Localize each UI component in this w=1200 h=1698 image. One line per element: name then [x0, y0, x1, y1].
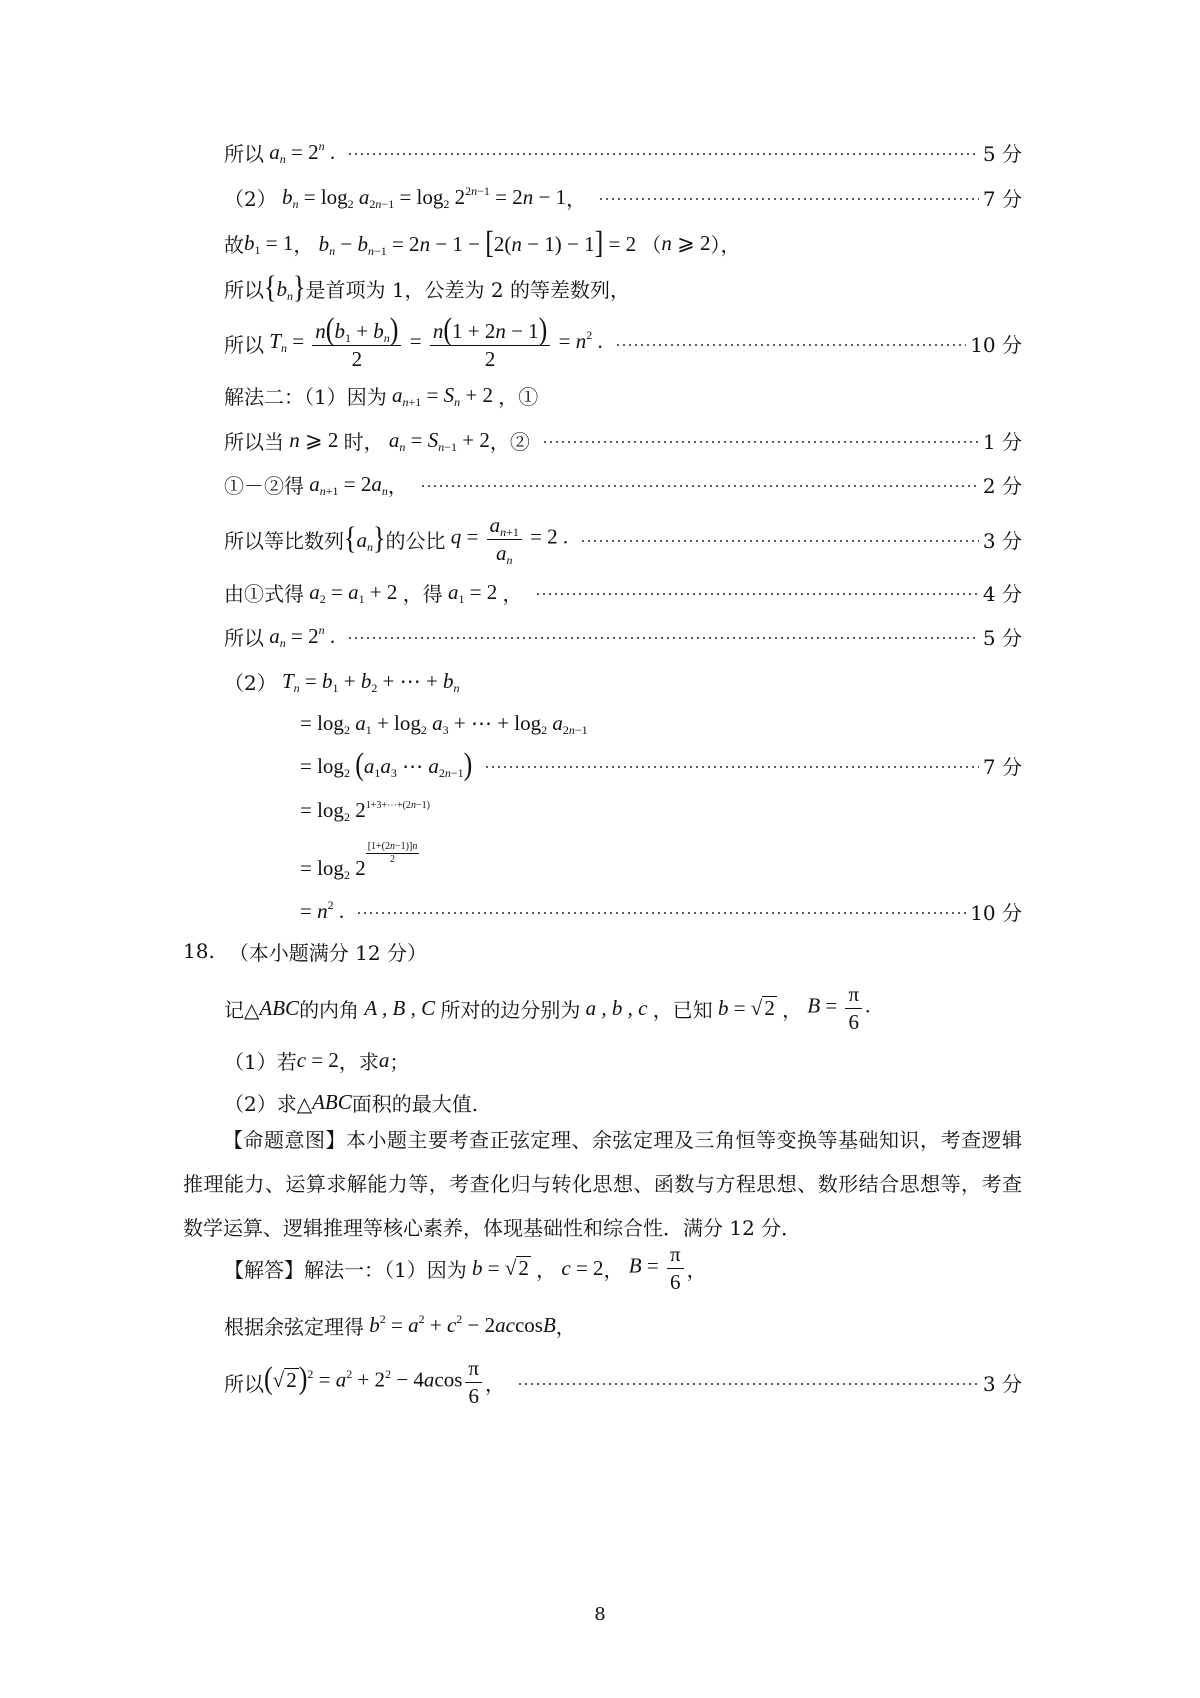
line-text: 所以: [224, 141, 264, 166]
formula: $b_n = \log_2 a_{2n-1} = \log_2 2^{2n-1} = 2n - 1$: [281, 183, 567, 211]
line-text: 所以: [224, 1371, 264, 1396]
formula: ABC: [259, 995, 300, 1020]
solution-line-12: [224, 664, 1022, 698]
leader-dots: [580, 540, 979, 542]
line-text: ；: [389, 1049, 410, 1074]
solution-line-2: [224, 180, 1022, 214]
score-label: 5 分: [982, 141, 1022, 166]
leader-dots: [542, 441, 979, 443]
problem-part-2: [224, 1085, 1022, 1119]
score-label: 10 分: [970, 332, 1022, 357]
page-number: 8: [594, 1604, 606, 1625]
solution-line-17: [300, 894, 1022, 928]
formula: $\{b_n\}$: [264, 270, 306, 305]
formula: $a_{n+1} = 2a_n$: [309, 471, 388, 498]
line-text: 的内角: [299, 997, 360, 1022]
line-text: ，求: [338, 1049, 379, 1074]
line-text: ，: [555, 1314, 576, 1339]
problem-number: 18.: [183, 939, 215, 963]
formula: n ⩾ 2: [289, 427, 344, 452]
leader-dots: [347, 637, 979, 639]
line-text: ，: [387, 473, 408, 498]
solution-line-6: [224, 378, 1022, 412]
formula: = $\log_2 2$ $\frac{[1+(2n-1)]n}{2}$: [300, 840, 418, 882]
part-label: （2）: [224, 670, 277, 695]
solution-line-3: [224, 226, 1022, 260]
leader-dots: [420, 485, 979, 487]
leader-dots: [347, 153, 979, 155]
line-text: ），: [710, 232, 741, 257]
separator: ，: [566, 186, 587, 211]
solution-line-8: [224, 467, 1022, 501]
line-text: 时，: [343, 429, 384, 454]
leader-dots: [517, 1383, 979, 1385]
line-text: ①－②得: [224, 473, 304, 498]
leader-dots: [356, 912, 966, 914]
line-text: 所以: [224, 332, 264, 357]
line-text: ，①: [498, 384, 539, 409]
line-text: （2）求△: [224, 1091, 313, 1116]
formula: = $\log_2 a_1 + \log_2 a_3$ + ⋯ + $\log_2 a_{2n-1}$: [300, 710, 588, 737]
formula: ABC: [312, 1089, 352, 1114]
solution-line-last: [224, 1352, 1022, 1412]
solution-line-11: [224, 619, 1022, 653]
score-label: 4 分: [982, 581, 1022, 606]
line-text: ，: [485, 1371, 506, 1396]
formula: $a_{n+1} = S_n + 2$: [391, 382, 499, 409]
line-text: ，: [293, 232, 314, 257]
cosine-law-line: [224, 1308, 1022, 1342]
line-text: ，得: [402, 581, 443, 606]
score-label: 5 分: [982, 625, 1022, 650]
formula: = $n^2$ .: [300, 897, 345, 923]
line-text: 所以: [224, 625, 264, 650]
line-text: 是首项为 1，公差为 2 的等差数列，: [305, 277, 630, 302]
problem-statement: [224, 980, 1022, 1036]
formula: $a_n = 2^n$ .: [269, 138, 336, 166]
intent-paragraph: 【命题意图】本小题主要考查正弦定理、余弦定理及三角恒等变换等基础知识，考查逻辑推理能力、运算求解能力等，考查化归与转化思想、函数与方程思想、数形结合思想等，考查数学运算、逻辑推理等核心素养，体现基础性和综合性．满分 12 分．: [183, 1128, 1022, 1240]
formula: $a_2 = a_1 + 2$: [309, 579, 403, 606]
formula: $\{a_n\}$: [344, 521, 386, 556]
problem-18-header: [183, 934, 1022, 968]
problem-title: （本小题满分 12 分）: [228, 940, 427, 965]
formula: n ⩾ 2: [661, 230, 711, 255]
line-text: ，: [686, 1257, 707, 1282]
formula: $b^2 = a^2 + c^2 - 2accosB$: [369, 1311, 556, 1337]
formula: $T_n$ = $\frac{n(b_1 + b_n)}{2}$ = $\frac{n(1 + 2n - 1)}{2}$ = $n^2$ .: [269, 311, 603, 372]
line-text: 所以当: [224, 429, 284, 454]
solution-line-7: [224, 423, 1022, 457]
formula: $a_n = 2^n$ .: [269, 622, 336, 650]
line-text: ，: [502, 581, 523, 606]
score-label: 7 分: [982, 754, 1022, 779]
formula: $b_1 = 1$: [244, 230, 294, 257]
formula: B = $\frac{\pi}{6}$: [624, 1243, 687, 1292]
formula: = $\log_2 (a_1a_3$ ⋯ $a_{2n-1}$): [300, 747, 473, 782]
score-label: 2 分: [982, 473, 1022, 498]
line-text: ，: [603, 1257, 624, 1282]
score-label: 3 分: [982, 1371, 1022, 1396]
line-text: （1）若: [224, 1049, 297, 1074]
formula: = $\log_2 2^{1+3+\cdots+(2n-1)}$: [300, 797, 430, 824]
line-text: 所以等比数列: [224, 528, 344, 553]
leader-dots: [484, 766, 979, 768]
leader-dots: [598, 198, 979, 200]
formula: $a_1 = 2$: [447, 579, 503, 606]
formula: b = √ 2: [717, 995, 775, 1020]
formula: $T_n = b_1 + b_2$ + ⋯ + $b_n$: [281, 668, 460, 695]
solution-line-13: [300, 706, 1022, 740]
formula: a: [378, 1047, 390, 1072]
answer-line: [224, 1240, 1022, 1296]
line-text: 记△: [224, 997, 260, 1022]
solution-line-16: [300, 840, 1022, 890]
line-text: 根据余弦定理得: [224, 1314, 364, 1339]
line-text: 解法二：（1）因为: [224, 384, 387, 409]
line-text: ，: [782, 997, 803, 1022]
line-text: 由①式得: [224, 581, 304, 606]
solution-line-9: [224, 508, 1022, 570]
formula: a , b , c: [580, 995, 653, 1020]
problem-part-1: [224, 1043, 1022, 1077]
line-text: 的公比: [385, 528, 446, 553]
formula: q = $\frac{a_{n+1}}{a_n}$ = 2 .: [450, 513, 569, 567]
solution-line-15: [300, 793, 1022, 827]
formula: c = 2: [296, 1047, 339, 1072]
solution-line-4: [224, 271, 1022, 305]
solution-line-10: [224, 575, 1022, 609]
score-label: 3 分: [982, 528, 1022, 553]
leader-dots: [615, 344, 967, 346]
score-label: 7 分: [982, 186, 1022, 211]
formula: $a_n = S_{n-1} + 2$: [388, 427, 490, 454]
line-text: ，②: [489, 429, 530, 454]
leader-dots: [535, 593, 979, 595]
formula: c = 2: [561, 1255, 604, 1280]
line-text: ，: [536, 1257, 557, 1282]
line-text: 所对的边分别为: [440, 997, 581, 1022]
solution-line-1: [224, 135, 1022, 169]
line-text: ，已知: [652, 997, 713, 1022]
line-text: （: [641, 232, 662, 257]
solution-line-14: [300, 748, 1022, 782]
part-label: （2）: [224, 186, 277, 211]
formula: (√ 2 )$^2 = a^2 + 2^2 - 4acos$ $\frac{\pi}{6}$: [264, 1357, 485, 1406]
formula: $b_n - b_{n-1} = 2n - 1 - [2(n - 1) - 1] = 2$: [318, 225, 642, 260]
line-text: 【解答】解法一：（1）因为: [224, 1257, 467, 1282]
score-label: 1 分: [982, 429, 1022, 454]
line-text: 所以: [224, 277, 264, 302]
formula: A , B , C: [359, 995, 441, 1020]
formula: B = $\frac{\pi}{6}$ .: [807, 982, 871, 1034]
line-text: 面积的最大值.: [351, 1091, 479, 1116]
line-text: 故: [224, 232, 244, 257]
formula: b = √ 2: [471, 1255, 529, 1280]
solution-line-5: [224, 311, 1022, 372]
score-label: 10 分: [970, 900, 1022, 925]
